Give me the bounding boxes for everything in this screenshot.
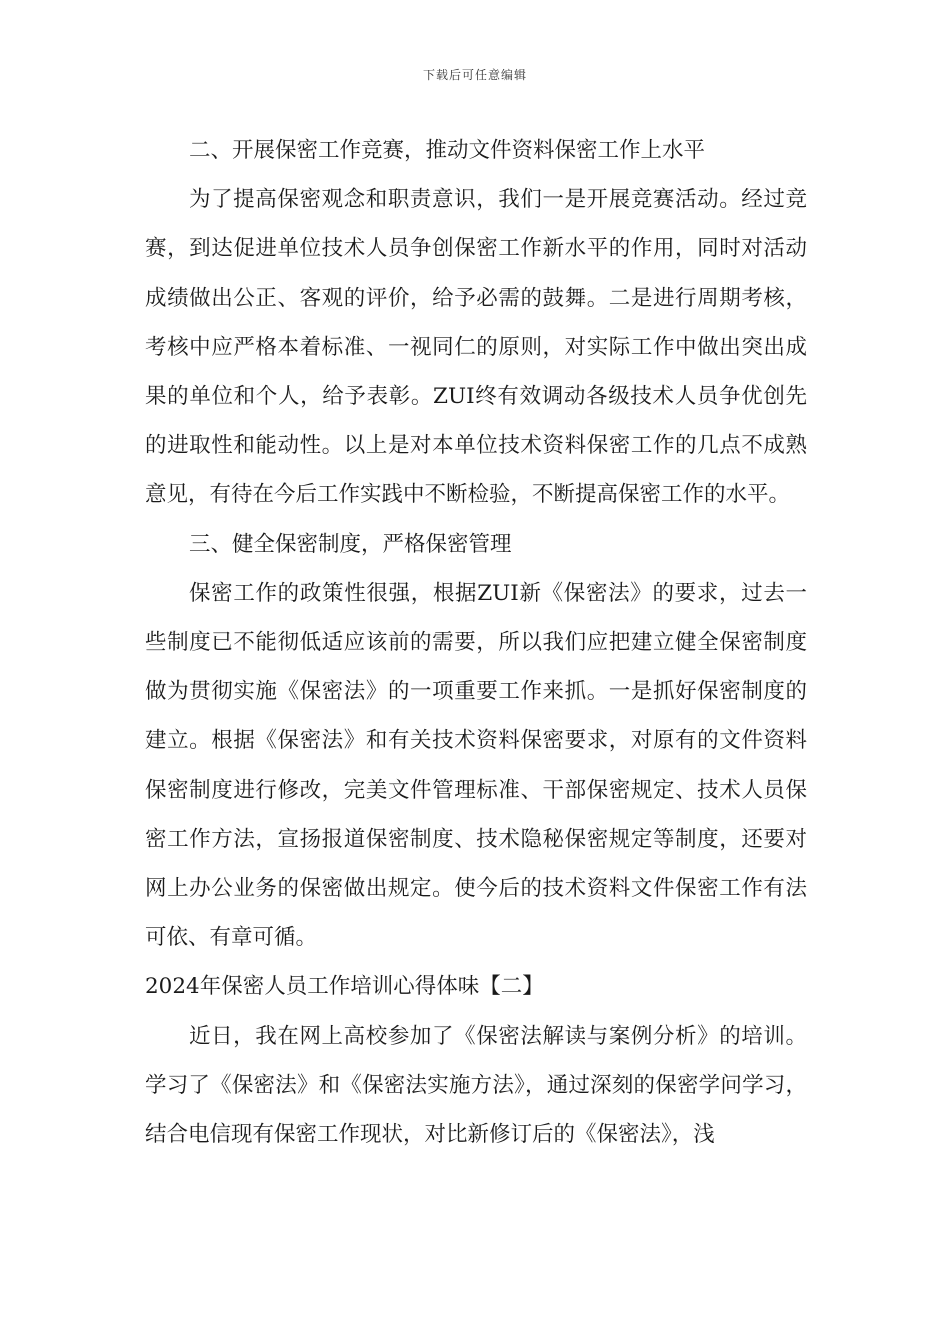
body-paragraph-competition: 为了提高保密观念和职责意识，我们一是开展竞赛活动。经过竞赛，到达促进单位技术人员争创保密工作新水平的作用，同时对活动成绩做出公正、客观的评价，给予必需的鼓舞。二是进行周期考核，考核中应严格本着标准、一视同仁的原则，对实际工作中做出突出成果的单位和个人，给予表彰。ZUI终有效调动各级技术人员争优创先的进取性和能动性。以上是对本单位技术资料保密工作的几点不成熟意见，有待在今后工作实践中不断检验，不断提高保密工作的水平。 (145, 187, 807, 508)
body-paragraph-system: 保密工作的政策性很强，根据ZUI新《保密法》的要求，过去一些制度已不能彻低适应该前的需要，所以我们应把建立健全保密制度做为贯彻实施《保密法》的一项重要工作来抓。一是抓好保密制度的建立。根据《保密法》和有关技术资料保密要求，对原有的文件资料保密制度进行修改，完美文件管理标准、干部保密规定、技术人员保密工作方法，宣扬报道保密制度、技术隐秘保密规定等制度，还要对网上办公业务的保密做出规定。使今后的技术资料文件保密工作有法可依、有章可循。 (145, 580, 807, 951)
section-heading-three: 三、健全保密制度，严格保密管理 (189, 531, 512, 557)
document-body (145, 126, 807, 1159)
body-paragraph-training: 近日，我在网上高校参加了《保密法解读与案例分析》的培训。学习了《保密法》和《保密法实施方法》，通过深刻的保密学问学习，结合电信现有保密工作现状，对比新修订后的《保密法》，浅 (145, 1023, 807, 1148)
article-title-two: 2024年保密人员工作培训心得体味【二】 (145, 974, 544, 1000)
header-note: 下载后可任意编辑 (422, 68, 527, 82)
section-heading-two: 二、开展保密工作竞赛，推动文件资料保密工作上水平 (189, 138, 706, 163)
